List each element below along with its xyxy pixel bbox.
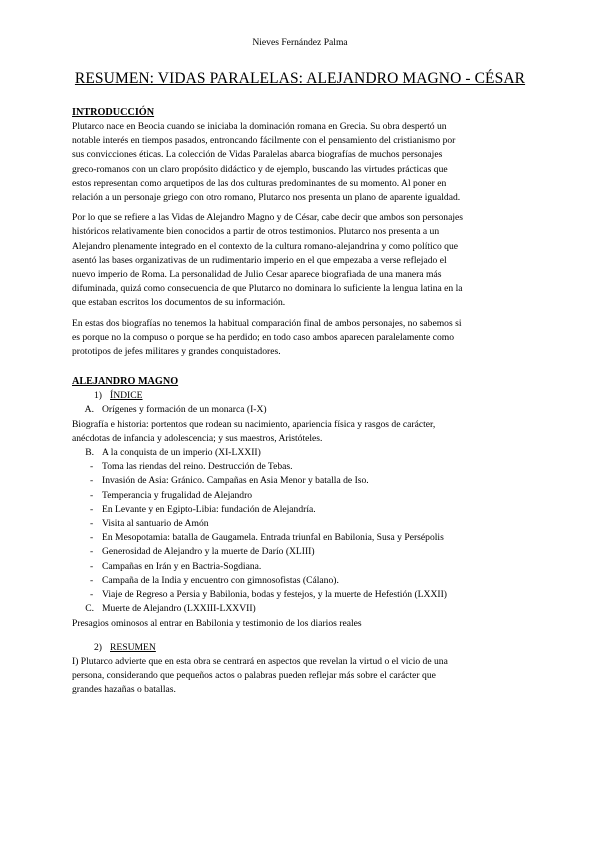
list-item	[72, 545, 531, 559]
section-c-note: Presagios ominosos al entrar en Babilonia y testimonio de los diarios reales	[72, 617, 362, 629]
dash-bullet: -	[90, 574, 94, 586]
dash-bullet: -	[90, 461, 94, 473]
text-line: Por lo que se refiere a las Vidas de Alejandro Magno y de César, cabe decir que ambos son personajes	[72, 212, 464, 224]
intro-paragraph-2	[72, 211, 531, 310]
section-b-text: A la conquista de un imperio (XI-LXXII)	[102, 447, 261, 459]
section-a	[72, 403, 531, 417]
resumen-item	[72, 641, 531, 655]
text-line: que estaban escritos los documentos de su información.	[72, 297, 286, 309]
section-a-note	[72, 418, 531, 446]
list-item	[72, 531, 531, 545]
text-line: grandes hazañas o batallas.	[72, 684, 176, 696]
list-item	[72, 460, 531, 474]
dash-bullet: -	[90, 532, 94, 544]
document-title: RESUMEN: VIDAS PARALELAS: ALEJANDRO MAGNO - CÉSAR	[74, 70, 526, 87]
bullet-list	[72, 460, 531, 602]
dash-bullet: -	[90, 518, 94, 530]
list-item	[72, 560, 531, 574]
text-line: históricos relativamente bien conocidos a partir de otros testimonios. Plutarco nos presenta a un	[72, 226, 440, 238]
list-letter: C.	[85, 603, 94, 615]
text-line: sus convicciones éticas. La colección de Vidas Paralelas abarca biografías de muchos personajes	[72, 149, 443, 161]
text-line: I) Plutarco advierte que en esta obra se centrará en aspectos que revelan la virtud o el vicio de una	[72, 655, 448, 667]
dash-bullet: -	[90, 489, 94, 501]
intro-paragraph-3	[72, 317, 531, 360]
list-item	[72, 489, 531, 503]
list-item-text: Temperancia y frugalidad de Alejandro	[102, 489, 253, 501]
index-item	[72, 389, 531, 403]
list-item	[72, 474, 531, 488]
text-line: difuminada, quizá como consecuencia de que Plutarco no dominara lo suficiente la lengua latina en la	[72, 283, 463, 295]
list-item	[72, 517, 531, 531]
list-number: 2)	[94, 641, 102, 653]
author-header: Nieves Fernández Palma	[252, 37, 348, 48]
list-item	[72, 574, 531, 588]
list-number: 1)	[94, 390, 102, 402]
text-line: greco-romanos con un claro propósito didáctico y de ejemplo, buscando las virtudes prácticas que	[72, 163, 448, 175]
list-item	[72, 588, 531, 602]
text-line: notable interés en tiempos pasados, entroncando fácilmente con el pensamiento del cristianismo por	[72, 135, 456, 147]
alejandro-heading: ALEJANDRO MAGNO	[72, 376, 179, 388]
text-line: nuevo imperio de Roma. La personalidad de Julio Cesar aparece biografiada de una manera más	[72, 269, 442, 281]
list-item-text: Toma las riendas del reino. Destrucción de Tebas.	[102, 461, 293, 473]
text-line: Alejandro plenamente integrado en el contexto de la cultura romano-alejandrina y como político que	[72, 240, 459, 252]
text-line: relación a un personaje griego con otro romano, Plutarco nos presenta un plano de aparente igualdad.	[72, 192, 461, 204]
section-c-text: Muerte de Alejandro (LXXIII-LXXVII)	[102, 603, 256, 615]
dash-bullet: -	[90, 546, 94, 558]
index-label: ÍNDICE	[110, 390, 143, 402]
dash-bullet: -	[90, 503, 94, 515]
resumen-label: RESUMEN	[110, 641, 156, 653]
document-body	[72, 106, 531, 698]
dash-bullet: -	[90, 475, 94, 487]
text-line: prototipos de jefes militares y grandes conquistadores.	[72, 346, 281, 358]
text-line: anécdotas de infancia y adolescencia; y sus maestros, Aristóteles.	[72, 432, 323, 444]
list-letter: A.	[84, 404, 94, 416]
intro-paragraph-1	[72, 120, 531, 205]
section-c	[72, 602, 531, 616]
text-line: asentó las bases organizativas de un rudimentario imperio en el que empezaba a verse reflejado el	[72, 254, 447, 266]
list-item-text: En Mesopotamia: batalla de Gaugamela. Entrada triunfal en Babilonia, Susa y Persépolis	[102, 532, 444, 544]
intro-heading: INTRODUCCIÓN	[72, 107, 155, 118]
text-line: persona, considerando que pequeños actos o palabras pueden reflejar más sobre el carácter que	[72, 670, 436, 682]
list-item-text: Viaje de Regreso a Persia y Babilonia, bodas y festejos, y la muerte de Hefestión (LXXII)	[102, 589, 447, 601]
list-item-text: Campaña de la India y encuentro con gimnosofistas (Cálano).	[102, 574, 339, 586]
dash-bullet: -	[90, 560, 94, 572]
text-line: estos representan como arquetipos de las dos culturas predominantes de su momento. Al poner en	[72, 177, 447, 189]
list-item-text: Campañas en Irán y en Bactria-Sogdiana.	[102, 560, 262, 572]
list-item	[72, 503, 531, 517]
list-item-text: Generosidad de Alejandro y la muerte de Darío (XLIII)	[102, 546, 315, 558]
list-item-text: Visita al santuario de Amón	[102, 518, 209, 530]
resumen-paragraph	[72, 655, 531, 698]
section-b	[72, 446, 531, 460]
text-line: En estas dos biografías no tenemos la habitual comparación final de ambos personajes, no sabemos si	[72, 317, 462, 329]
text-line: Plutarco nace en Beocia cuando se iniciaba la dominación romana en Grecia. Su obra despertó un	[72, 121, 447, 132]
text-line: Biografía e historia: portentos que rodean su nacimiento, apariencia física y rasgos de carácter,	[72, 418, 436, 430]
section-a-text: Orígenes y formación de un monarca (I-X)	[102, 404, 267, 416]
list-item-text: En Levante y en Egipto-Libia: fundación de Alejandría.	[102, 503, 316, 515]
list-item-text: Invasión de Asia: Gránico. Campañas en Asia Menor y batalla de Iso.	[102, 475, 369, 487]
text-line: es porque no la compuso o porque se ha perdido; en todo caso ambos aparecen paralelamente como	[72, 331, 455, 343]
dash-bullet: -	[90, 589, 94, 601]
list-letter: B.	[85, 447, 94, 459]
